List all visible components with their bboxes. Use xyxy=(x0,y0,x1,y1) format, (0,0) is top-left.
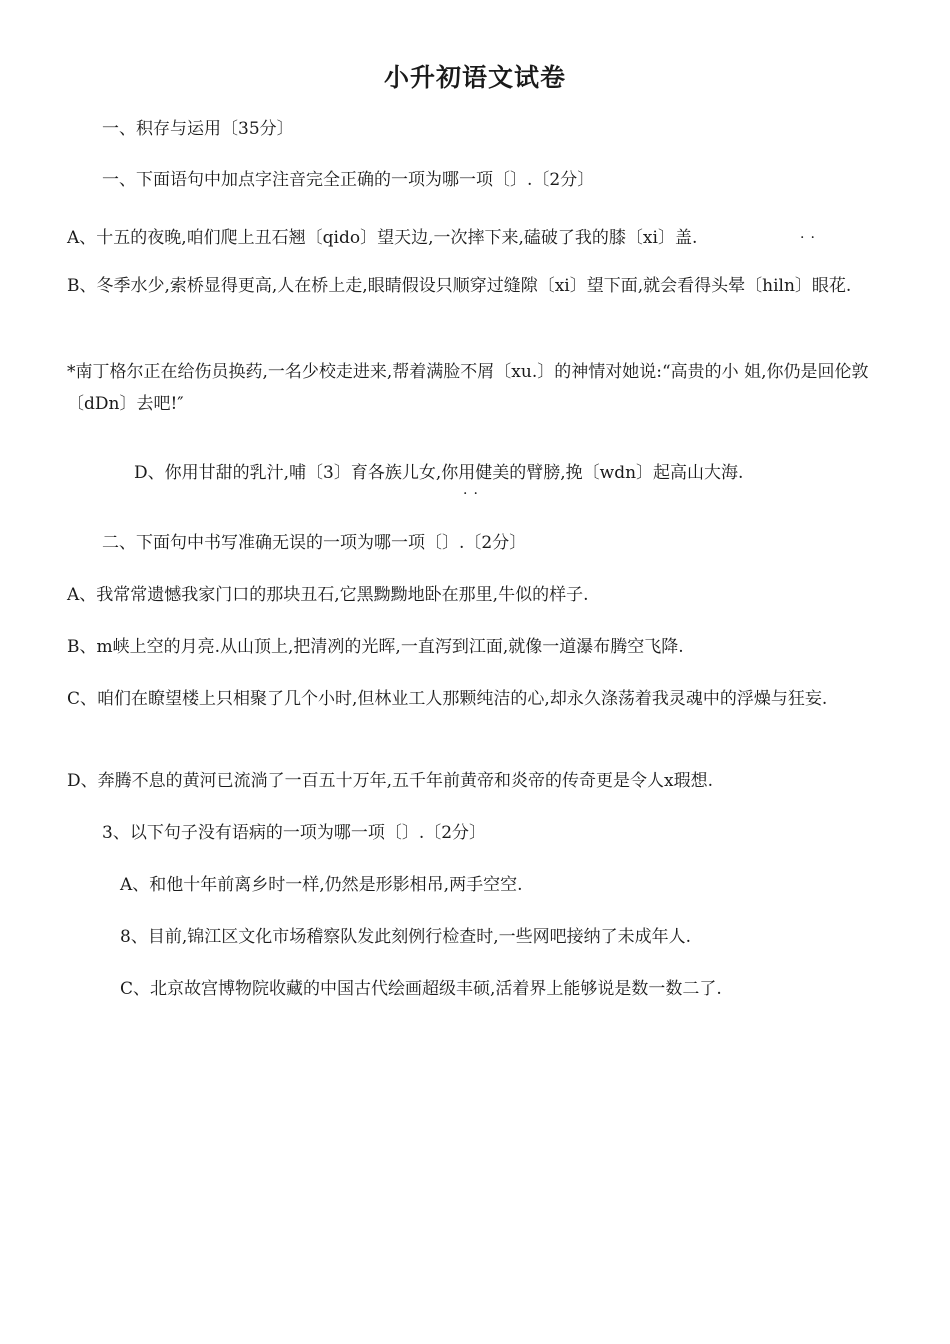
question-1-option-c: *南丁格尔正在给伤员换药,一名少校走进来,帮着满脸不屑〔xu.〕的神情对她说:“高贵的小 姐,你仍是回伦敦〔dDn〕去吧!″ xyxy=(67,362,869,414)
question-1-option-d: D、你用甘甜的乳汁,哺〔3〕育各族儿女,你用健美的臂膀,挽〔wdn〕起高山大海. xyxy=(134,463,744,483)
section-heading: 一、积存与运用〔35分〕 xyxy=(102,119,294,139)
question-3-option-c: C、北京故宫博物院收藏的中国古代绘画超级丰硕,活着界上能够说是数一数二了. xyxy=(120,979,722,999)
question-3-option-a: A、和他十年前离乡时一样,仍然是形影相吊,两手空空. xyxy=(120,875,523,895)
question-2-option-c: C、咱们在瞭望楼上只相聚了几个小时,但林业工人那颗纯洁的心,却永久涤荡着我灵魂中的浮燥与狂妄. xyxy=(67,689,828,709)
question-3-option-b: 8、目前,锦江区文化市场稽察队发此刻例行检查时,一些网吧接纳了未成年人. xyxy=(120,927,692,947)
question-2-option-b: B、m峡上空的月亮.从山顶上,把清冽的光晖,一直泻到江面,就像一道瀑布腾空飞降. xyxy=(67,637,684,657)
emphasis-dots: ·· xyxy=(800,230,821,246)
question-1-option-a: A、十五的夜晚,咱们爬上丑石翘〔qido〕望天边,一次摔下来,磕破了我的膝〔xi〕盖. xyxy=(67,228,698,248)
question-1-stem: 一、下面语句中加点字注音完全正确的一项为哪一项〔〕.〔2分〕 xyxy=(102,170,595,190)
question-2-option-d: D、奔腾不息的黄河已流淌了一百五十万年,五千年前黄帝和炎帝的传奇更是令人x瑕想. xyxy=(67,771,714,791)
question-2-stem: 二、下面句中书写准确无误的一项为哪一项〔〕.〔2分〕 xyxy=(102,533,527,553)
question-3-stem: 3、以下句子没有语病的一项为哪一项〔〕.〔2分〕 xyxy=(102,823,487,843)
exam-title: 小升初语文试卷 xyxy=(383,63,566,92)
emphasis-dots: ·· xyxy=(463,486,484,502)
question-1-option-b: B、冬季水少,索桥显得更高,人在桥上走,眼睛假设只顺穿过缝隙〔xi〕望下面,就会看得头晕〔hiln〕眼花. xyxy=(67,276,852,296)
question-2-option-a: A、我常常遗憾我家门口的那块丑石,它黑黝黝地卧在那里,牛似的样子. xyxy=(67,585,589,605)
